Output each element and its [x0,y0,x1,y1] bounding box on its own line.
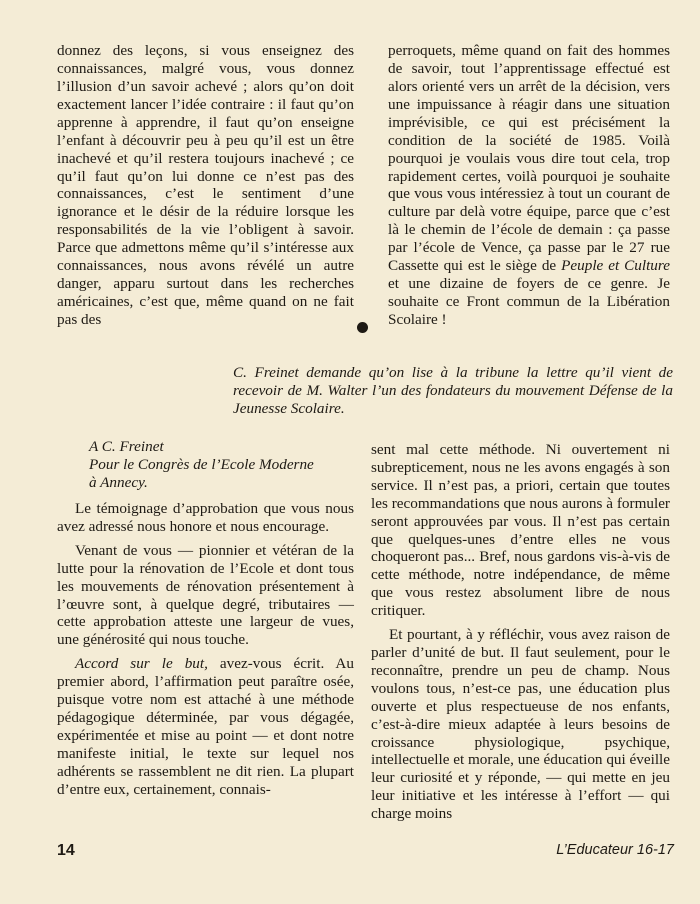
accord-emphasis: Accord sur le but, [75,655,208,673]
top-right-text-a: perroquets, même quand on fait des hommes de savoir, tout l’apprentissage effectué est alors orienté vers un arrêt de la décision, vers une impuissance à réagir dans une situation imprévisible, ce qui est précisément la condition de la société de 1985. Voilà pourquoi je voulais vous dire tout cela, trop rapidement certes, voilà pourquoi je souhaite que vous vous intéressiez à tout un courant de culture par delà votre équipe, parce que c’est là le chemin de l’école de demain : ça passe par l’école de Vence, ça passe par le 27 rue Cassette qui est le siège de [388,42,670,275]
letter-paragraph: Le témoignage d’approbation que vous nous avez adressé nous honore et nous encourage. [57,500,354,535]
address-line: à Annecy. [89,473,148,491]
letter-paragraph: Venant de vous — pionnier et vétéran de la lutte pour la rénovation de l’Ecole et dont tous les mouvements de rénovation présentement à l’œuvre sont, à quelque degré, tributaires — cette approbation atteste une largeur de vues, une générosité qui nous touche. [57,541,354,649]
section-bullet [357,322,368,333]
address-line: Pour le Congrès de l’Ecole Moderne [89,455,314,473]
letter-paragraph-text: avez-vous écrit. Au premier abord, l’affirmation peut paraître osée, puisque votre nom est attaché à une méthode pédagogique déterminée, par vous dégagée, expérimentée et mise au point — et dont notre manifeste initial, le texte sur lequel nos adhérents se rassemblent ne dit rien. La plupart d’entre eux, certainement, connais- [57,655,354,798]
top-left-column: donnez des leçons, si vous enseignez des connaissances, malgré vous, vous donnez l’illusion d’un savoir achevé ; alors qu’on doit exactement lancer l’idée contraire : il faut qu’on apprenne à apprendre, il faut qu’on enseigne l’enfant à découvrir peu à peu qu’il est un être inachevé et qu’il restera toujours inachevé ; ce qu’il faut qu’on lui donne ce n’est pas des connaissances, c’est le sentiment d’une ignorance et le désir de la réduire lorsque les responsabilités de la vie l’obligent à savoir. Parce que admettons même qu’il s’intéresse aux connaissances, nous avons révélé un autre danger, apparu surtout dans les recherches américaines, c’est que, même quand on ne fait pas des [57,42,354,328]
intro-note: C. Freinet demande qu’on lise à la tribune la lettre qu’il vient de recevoir de M. Walter l’un des fondateurs du mouvement Défense de la Jeunesse Scolaire. [233,364,673,417]
peuple-et-culture-title: Peuple et Culture [561,257,670,275]
address-line: A C. Freinet [89,438,164,455]
journal-footer: L’Educateur 16-17 [556,842,674,858]
letter-paragraph: sent mal cette méthode. Ni ouvertement ni subrepticement, nous ne les avons engagés à son service. Il n’est pas, a priori, certain que toutes les recommandations que nous aurons à formuler seront approuvées par vous. Il n’est pas certain que quelques-unes d’entre elles ne vous choqueront pas... Bref, nous gardons vis-à-vis de cette méthode, notre indépendance, de même que vous restez absolument libre de nous critiquer. [371,441,670,620]
letter-paragraph: Et pourtant, à y réfléchir, vous avez raison de parler d’unité de but. Il faut seulement, pour le reconnaître, prendre un peu de champ. Nous voulons tous, n’est-ce pas, une éducation plus ouverte et plus respectueuse de nos enfants, c’est-à-dire mieux adaptée à leurs besoins de croissance physiologique, psychique, intellectuelle et morale, une éducation qui éveille leur curiosité et y réponde, — qui mette en jeu leur initiative et les intéresse à l’effort — qui charge moins [371,626,670,823]
letter-address [89,438,359,492]
top-right-column [388,42,670,329]
page-number: 14 [57,842,75,859]
letter-paragraph [57,655,354,798]
letter-left-column [57,500,354,799]
letter-right-column [371,441,670,823]
top-right-text-b: et une dizaine de foyers de ce genre. Je souhaite ce Front commun de la Libération Scolaire ! [388,274,670,328]
